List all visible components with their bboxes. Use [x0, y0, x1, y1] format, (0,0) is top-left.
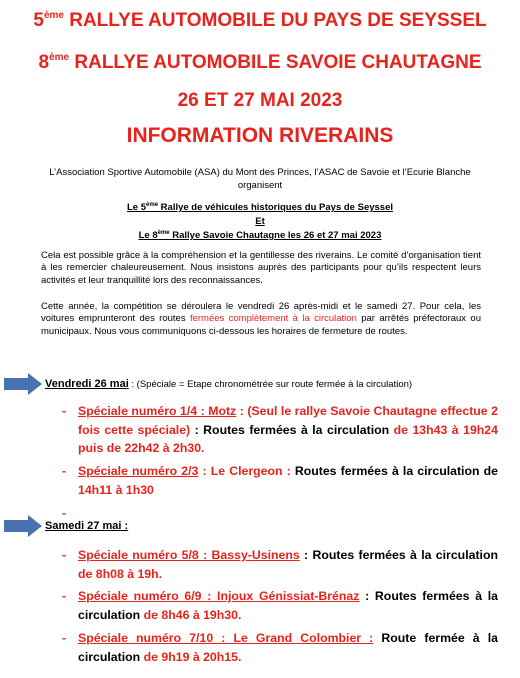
saturday-heading: Samedi 27 mai :	[45, 520, 129, 532]
list-item: - Spéciale numéro 5/8 : Bassy-Usinens : Routes fermées à la circulation de 8h08 à 19h.	[62, 548, 498, 581]
closure-paragraph: Cette année, la compétition se déroulera le vendredi 26 après-midi et le samedi 27. Pour cela, les voitures emprunteront des routes fermées complètement à la circulation par arrêtés préfectoraux ou municipaux. Nous vous communiquons ci-dessous les horaires de fermeture de routes.	[41, 301, 481, 337]
rallye-historique-line: Le 5ème Rallye de véhicules historiques du Pays de Seyssel	[127, 202, 393, 213]
event-dates: 26 ET 27 MAI 2023	[177, 90, 343, 111]
rallye-chautagne-line: Le 8ème Rallye Savoie Chautagne les 26 et 27 mai 2023	[138, 230, 382, 241]
rallye-title-chautagne: 8ème RALLYE AUTOMOBILE SAVOIE CHAUTAGNE	[38, 52, 482, 73]
saturday-specials-list	[62, 546, 498, 670]
organizers-verb: organisent	[237, 180, 283, 191]
list-item-empty: -	[62, 505, 67, 520]
organizers-line: L’Association Sportive Automobile (ASA) du Mont des Princes, l’ASAC de Savoie et l’Ecurie Blanche	[49, 167, 471, 178]
list-item: - Spéciale numéro 2/3 : Le Clergeon : Routes fermées à la circulation de 14h11 à 1h30	[62, 464, 498, 497]
rallye-title-seyssel: 5ème RALLYE AUTOMOBILE DU PAYS DE SEYSSEL	[33, 10, 487, 31]
list-item: - Spéciale numéro 7/10 : Le Grand Colombier : Route fermée à la circulation de 9h19 à 20h15.	[62, 630, 498, 664]
list-item: - Spéciale numéro 1/4 : Motz : (Seul le rallye Savoie Chautagne effectue 2 fois cette spéciale) : Routes fermées à la circulation de 13h43 à 19h24 puis de 22h42 à 2h30.	[62, 404, 498, 456]
rallye-et: Et	[255, 216, 265, 227]
list-item: - Spéciale numéro 6/9 : Injoux Génissiat-Brénaz : Routes fermées à la circulation de 8h46 à 19h30.	[62, 589, 498, 623]
friday-specials-list	[62, 402, 498, 526]
info-riverains-title: INFORMATION RIVERAINS	[126, 124, 394, 147]
thanks-paragraph: Cela est possible grâce à la compréhension et la gentillesse des riverains. Le comité d’organisation tient à les remercier chaleureusement. Nous insistons auprès des participants pour qu’ils respectent leurs activités et leur tranquillité lors des reconnaissances.	[41, 250, 481, 286]
right-arrow-icon	[4, 373, 42, 395]
friday-heading: Vendredi 26 mai : (Spéciale = Etape chronométrée sur route fermée à la circulation)	[45, 378, 413, 390]
right-arrow-icon	[4, 515, 42, 537]
